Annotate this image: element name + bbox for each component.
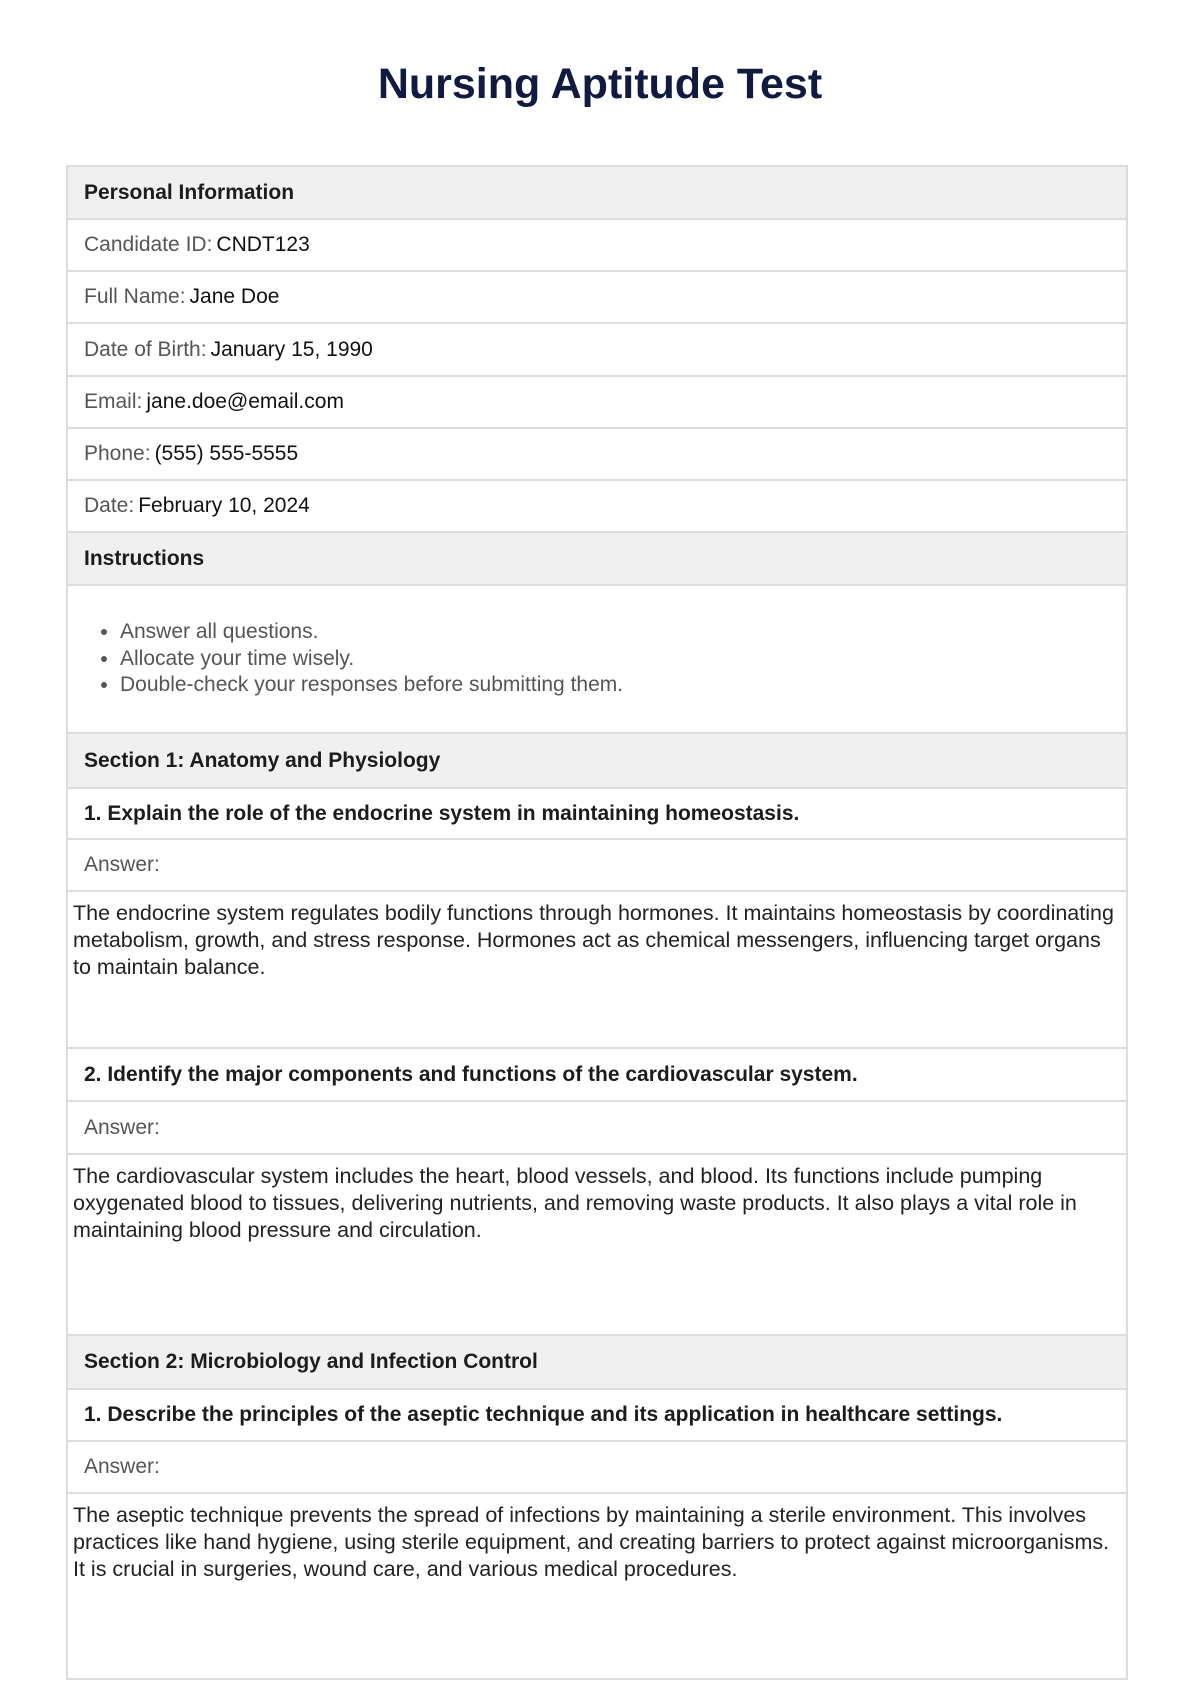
answer-label: Answer: bbox=[68, 1440, 1126, 1492]
section-1-header: Section 1: Anatomy and Physiology bbox=[68, 732, 1126, 787]
section-2-header: Section 2: Microbiology and Infection Control bbox=[68, 1334, 1126, 1388]
date-label: Date: bbox=[84, 494, 135, 517]
section-2-answer-1: The aseptic technique prevents the spread of infections by maintaining a sterile environment. This involves practices like hand hygiene, using sterile equipment, and creating barriers to protect against microorganisms. It is crucial in surgeries, wound care, and various medical procedures. bbox=[68, 1492, 1126, 1678]
date-value: February 10, 2024 bbox=[138, 494, 310, 517]
personal-info-header: Personal Information bbox=[68, 167, 1126, 218]
phone-row bbox=[68, 427, 1126, 479]
full-name-row bbox=[68, 270, 1126, 322]
date-row bbox=[68, 479, 1126, 531]
phone-label: Phone: bbox=[84, 442, 151, 465]
test-form bbox=[66, 165, 1128, 1680]
section-1-answer-2: The cardiovascular system includes the heart, blood vessels, and blood. Its functions include pumping oxygenated blood to tissues, delivering nutrients, and removing waste products. It also plays a vital role in maintaining blood pressure and circulation. bbox=[68, 1153, 1126, 1334]
instructions-body bbox=[68, 584, 1126, 732]
candidate-id-value: CNDT123 bbox=[216, 233, 310, 256]
date-of-birth-row bbox=[68, 322, 1126, 375]
candidate-id-row bbox=[68, 218, 1126, 270]
section-1-question-1: 1. Explain the role of the endocrine system in maintaining homeostasis. bbox=[68, 787, 1126, 838]
email-label: Email: bbox=[84, 390, 143, 413]
section-1-answer-1: The endocrine system regulates bodily functions through hormones. It maintains homeostasis by coordinating metabolism, growth, and stress response. Hormones act as chemical messengers, influencing target organs to maintain balance. bbox=[68, 890, 1126, 1047]
phone-value: (555) 555-5555 bbox=[154, 442, 299, 465]
date-of-birth-label: Date of Birth: bbox=[84, 337, 207, 361]
email-row bbox=[68, 375, 1126, 427]
full-name-value: Jane Doe bbox=[189, 285, 280, 308]
email-value: jane.doe@email.com bbox=[146, 390, 344, 413]
answer-label: Answer: bbox=[68, 838, 1126, 890]
section-2-question-1: 1. Describe the principles of the aseptic technique and its application in healthcare settings. bbox=[68, 1388, 1126, 1440]
instruction-item: • Double-check your responses before submitting them. bbox=[120, 672, 623, 699]
candidate-id-label: Candidate ID: bbox=[84, 233, 213, 256]
page-title: Nursing Aptitude Test bbox=[377, 60, 823, 108]
full-name-label: Full Name: bbox=[84, 285, 186, 308]
answer-label: Answer: bbox=[68, 1100, 1126, 1153]
instruction-item: • Answer all questions. bbox=[120, 619, 623, 646]
instruction-item: • Allocate your time wisely. bbox=[120, 646, 623, 673]
instructions-header: Instructions bbox=[68, 531, 1126, 584]
instructions-list bbox=[68, 619, 623, 699]
section-1-question-2: 2. Identify the major components and functions of the cardiovascular system. bbox=[68, 1047, 1126, 1100]
date-of-birth-value: January 15, 1990 bbox=[210, 337, 373, 361]
